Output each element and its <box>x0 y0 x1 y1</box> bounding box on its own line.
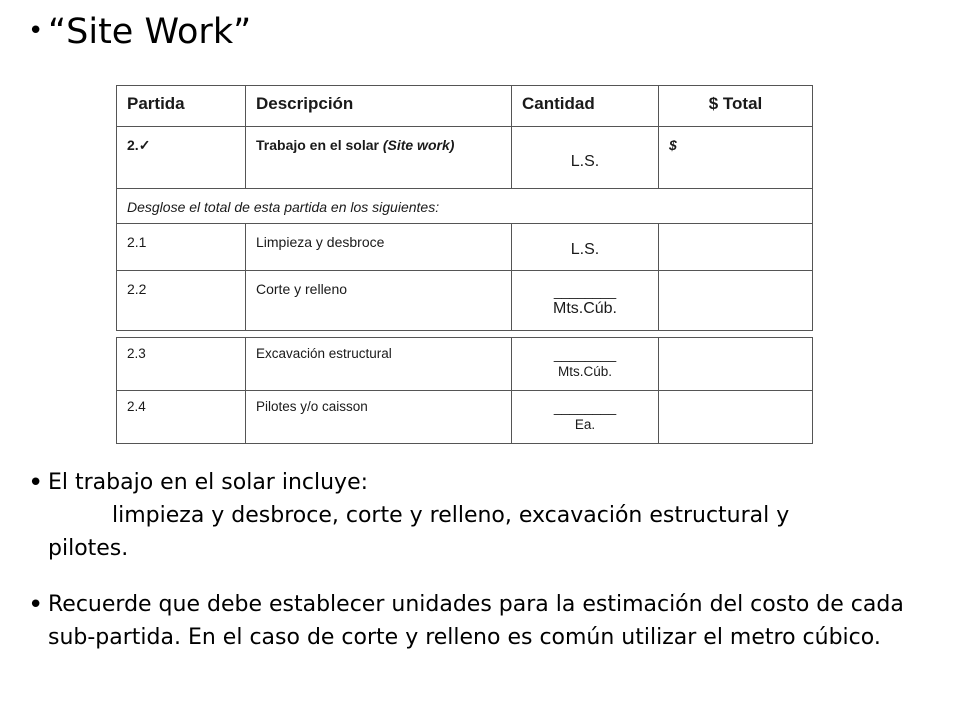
cantidad-value: L.S. <box>570 152 600 170</box>
header-partida: Partida <box>117 86 246 126</box>
row-partida: 2.4 <box>117 391 246 443</box>
table-header-row <box>117 86 812 126</box>
bullet-dot: • <box>28 590 44 620</box>
row-total <box>659 271 812 330</box>
row-blank: ________ <box>553 346 617 362</box>
check-icon: ✓ <box>138 137 151 153</box>
table-block-top <box>116 85 813 331</box>
row-total <box>659 391 812 443</box>
row-total <box>659 224 812 270</box>
desc-italic: (Site work) <box>382 137 455 153</box>
cell-total <box>659 127 812 188</box>
cell-descripcion <box>246 127 512 188</box>
header-total: $ Total <box>708 94 763 113</box>
site-work-table <box>116 85 813 444</box>
table-row-desglose <box>117 188 812 223</box>
row-unit: Ea. <box>574 417 596 432</box>
row-desc: Pilotes y/o caisson <box>246 391 512 443</box>
row-blank: ________ <box>553 282 617 299</box>
table-row-main <box>117 126 812 188</box>
table-row <box>117 390 812 443</box>
row-partida: 2.2 <box>117 271 246 330</box>
slide-title: “Site Work” <box>48 12 252 52</box>
bullet-text: Recuerde que debe establecer unidades para la estimación del costo de cada sub-partida. En el caso de corte y relleno es común utilizar el metro cúbico. <box>48 592 904 650</box>
row-desc: Corte y relleno <box>246 271 512 330</box>
desc-plain: Trabajo en el solar <box>256 137 383 153</box>
row-cantidad <box>512 391 659 443</box>
total-value: $ <box>669 137 677 153</box>
row-total <box>659 338 812 390</box>
bullet-dot: • <box>28 468 44 498</box>
bullet-dot: • <box>28 16 44 46</box>
bullet-line: pilotes. <box>48 536 129 561</box>
row-unit: Mts.Cúb. <box>557 364 612 379</box>
row-partida: 2.3 <box>117 338 246 390</box>
header-cantidad: Cantidad <box>512 86 659 126</box>
cell-cantidad <box>512 127 659 188</box>
bullet-line-indented: limpieza y desbroce, corte y relleno, excavación estructural y <box>112 503 790 528</box>
row-cantidad <box>512 338 659 390</box>
cell-partida <box>117 127 246 188</box>
partida-number: 2. <box>127 137 139 153</box>
header-descripcion: Descripción <box>246 86 512 126</box>
table-row <box>117 338 812 390</box>
row-partida: 2.1 <box>117 224 246 270</box>
row-unit: L.S. <box>570 241 600 258</box>
row-cantidad <box>512 224 659 270</box>
table-block-bottom <box>116 337 813 444</box>
bullet-line: El trabajo en el solar incluye: <box>48 470 369 495</box>
row-desc: Limpieza y desbroce <box>246 224 512 270</box>
bullet-units-reminder <box>28 588 943 654</box>
table-row <box>117 270 812 330</box>
row-unit: Mts.Cúb. <box>552 299 617 317</box>
table-row <box>117 223 812 270</box>
row-desc: Excavación estructural <box>246 338 512 390</box>
bullet-site-work-includes <box>28 466 943 565</box>
bullet-text <box>48 466 943 565</box>
desglose-note: Desglose el total de esta partida en los siguientes: <box>127 199 440 215</box>
row-blank: ________ <box>553 399 617 415</box>
row-cantidad <box>512 271 659 330</box>
